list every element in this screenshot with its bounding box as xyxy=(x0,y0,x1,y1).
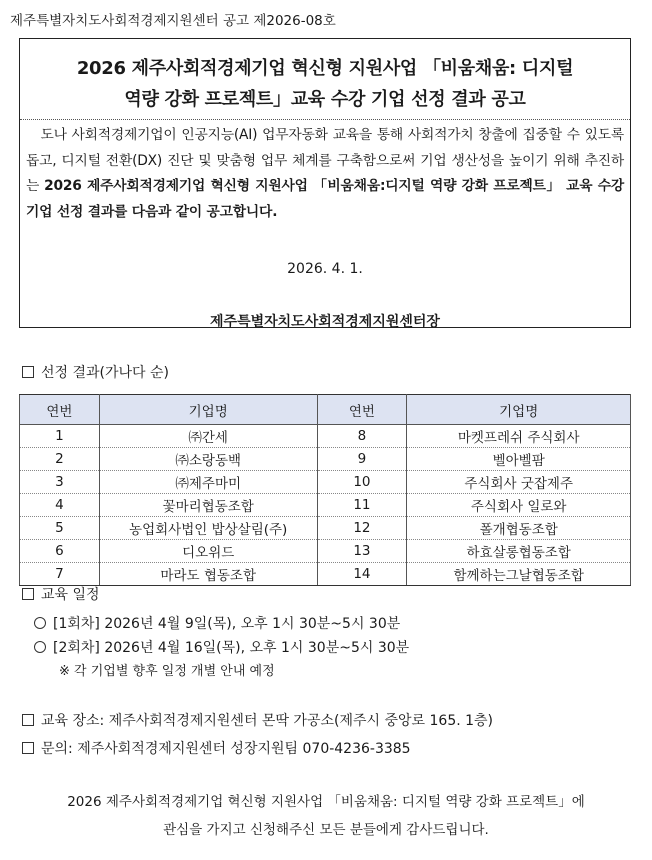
selection-table xyxy=(19,394,631,586)
circle-bullet-icon xyxy=(34,641,46,653)
row-number-cell: 5 xyxy=(20,517,100,540)
row-number-cell: 6 xyxy=(20,540,100,563)
table-header-row xyxy=(20,395,631,425)
selection-heading-text: 선정 결과(가나다 순) xyxy=(41,365,170,381)
table-row xyxy=(20,517,631,540)
title-line-1: 2026 제주사회적경제기업 혁신형 지원사업 「비움채움: 디지털 xyxy=(76,58,574,79)
row-number-cell: 2 xyxy=(20,448,100,471)
dotted-divider xyxy=(20,119,630,120)
checkbox-square-icon xyxy=(22,588,34,600)
table-row xyxy=(20,471,631,494)
company-name-cell: 함께하는그날협동조합 xyxy=(407,563,631,586)
body-text: 도나 사회적경제기업이 인공지능(AI) 업무자동화 교육을 통해 사회적가치 창출에 집중할 수 있도록 돕고, 디지털 전환(DX) 진단 및 맞춤형 업무 체계를 구축함으로써 기업 생산성을 높이기 위해 추진하는 xyxy=(26,127,624,194)
header-company-1: 기업명 xyxy=(99,395,317,425)
row-number-cell: 7 xyxy=(20,563,100,586)
row-number-cell: 11 xyxy=(317,494,407,517)
header-no-2: 연번 xyxy=(317,395,407,425)
table-row xyxy=(20,494,631,517)
schedule-item-1: [1회차] 2026년 4월 9일(목), 오후 1시 30분~5시 30분 xyxy=(53,616,401,632)
table-row xyxy=(20,448,631,471)
venue-text: 교육 장소: 제주사회적경제지원센터 몬딱 가공소(제주시 중앙로 165. 1층) xyxy=(41,713,494,729)
venue xyxy=(22,710,493,730)
company-name-cell: 주식회사 일로와 xyxy=(407,494,631,517)
body-bold-text: 2026 제주사회적경제기업 혁신형 지원사업 「비움채움:디지털 역량 강화 프로젝트」 교육 수강 기업 선정 결과를 다음과 같이 공고합니다. xyxy=(26,178,624,220)
row-number-cell: 4 xyxy=(20,494,100,517)
checkbox-square-icon xyxy=(22,742,34,754)
closing-line-1: 2026 제주사회적경제기업 혁신형 지원사업 「비움채움: 디지털 역량 강화 프로젝트」에 xyxy=(67,794,585,810)
row-number-cell: 12 xyxy=(317,517,407,540)
announcement-date: 2026. 4. 1. xyxy=(287,261,363,277)
schedule-item-2: [2회차] 2026년 4월 16일(목), 오후 1시 30분~5시 30분 xyxy=(53,640,410,656)
checkbox-square-icon xyxy=(22,714,34,726)
schedule-heading-text: 교육 일정 xyxy=(41,587,100,603)
company-name-cell: 마라도 협동조합 xyxy=(99,563,317,586)
contact xyxy=(22,738,411,758)
schedule-item xyxy=(34,637,409,657)
row-number-cell: 3 xyxy=(20,471,100,494)
title-line-2: 역량 강화 프로젝트」교육 수강 기업 선정 결과 공고 xyxy=(124,89,526,110)
company-name-cell: 꽃마리협동조합 xyxy=(99,494,317,517)
header-no-1: 연번 xyxy=(20,395,100,425)
schedule-note: ※ 각 기업별 향후 일정 개별 안내 예정 xyxy=(59,664,275,679)
schedule-item xyxy=(34,613,400,633)
row-number-cell: 1 xyxy=(20,425,100,448)
table-row xyxy=(20,563,631,586)
company-name-cell: 마켓프레쉬 주식회사 xyxy=(407,425,631,448)
notice-number: 제주특별자치도사회적경제지원센터 공고 제2026-08호 xyxy=(10,13,336,29)
table-row xyxy=(20,425,631,448)
announcement-title xyxy=(20,53,630,115)
checkbox-square-icon xyxy=(22,366,34,378)
circle-bullet-icon xyxy=(34,617,46,629)
announcement-box xyxy=(19,38,631,328)
announcement-body xyxy=(26,123,624,225)
signatory: 제주특별자치도사회적경제지원센터장 xyxy=(210,314,440,330)
row-number-cell: 9 xyxy=(317,448,407,471)
company-name-cell: ㈜소랑동백 xyxy=(99,448,317,471)
company-name-cell: 농업회사법인 밥상살림(주) xyxy=(99,517,317,540)
company-name-cell: ㈜간세 xyxy=(99,425,317,448)
contact-text: 문의: 제주사회적경제지원센터 성장지원팀 070-4236-3385 xyxy=(41,741,411,757)
row-number-cell: 14 xyxy=(317,563,407,586)
company-name-cell: 폴개협동조합 xyxy=(407,517,631,540)
row-number-cell: 13 xyxy=(317,540,407,563)
company-name-cell: ㈜제주마미 xyxy=(99,471,317,494)
table-row xyxy=(20,540,631,563)
row-number-cell: 10 xyxy=(317,471,407,494)
header-company-2: 기업명 xyxy=(407,395,631,425)
company-name-cell: 주식회사 굿잡제주 xyxy=(407,471,631,494)
company-name-cell: 벨아벨팜 xyxy=(407,448,631,471)
row-number-cell: 8 xyxy=(317,425,407,448)
company-name-cell: 디오위드 xyxy=(99,540,317,563)
selection-heading xyxy=(22,362,169,382)
company-name-cell: 하효살롱협동조합 xyxy=(407,540,631,563)
schedule-heading xyxy=(22,584,100,604)
closing-line-2: 관심을 가지고 신청해주신 모든 분들에게 감사드립니다. xyxy=(163,822,489,838)
